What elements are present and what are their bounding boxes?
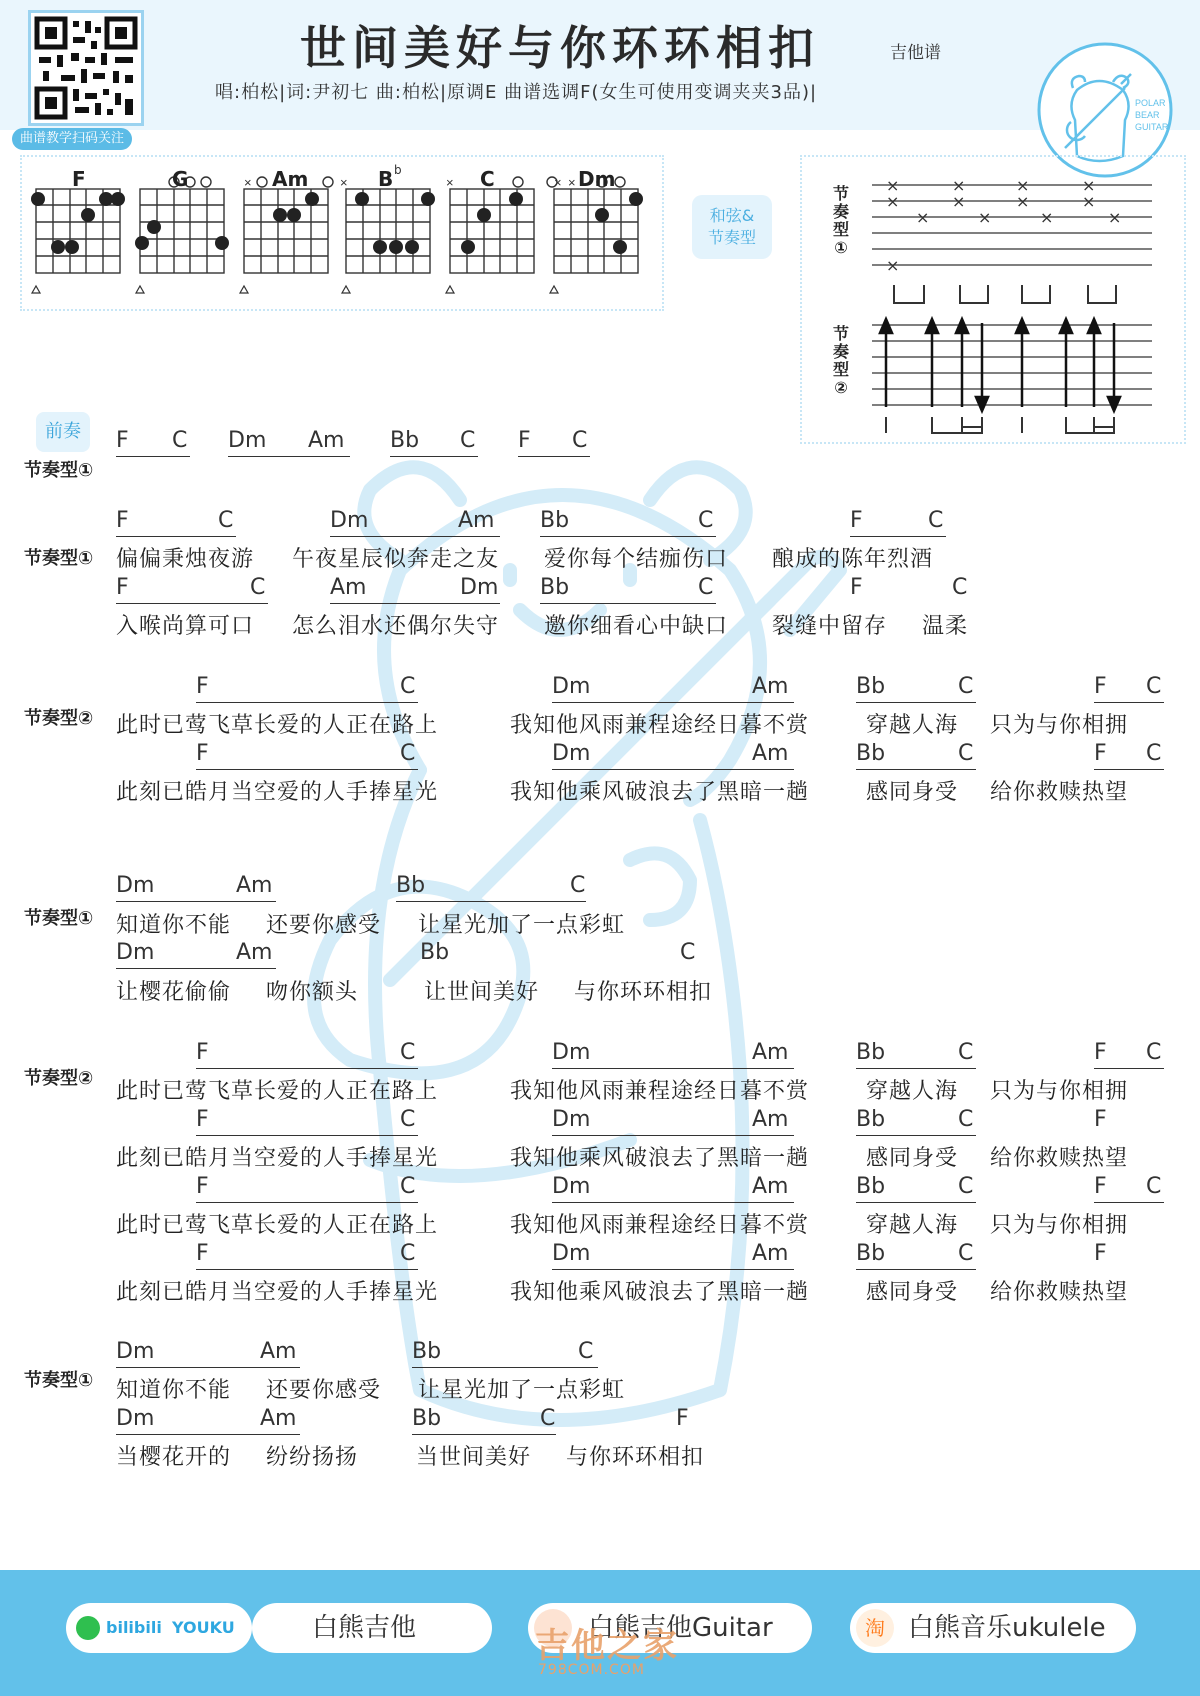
lyric-segment: 感同身受: [866, 1146, 959, 1171]
site-watermark: 吉他之家: [535, 1626, 679, 1666]
chord-underline: [330, 536, 500, 537]
lyric-segment: 给你救赎热望: [990, 1280, 1129, 1305]
chord-label: Dm: [552, 1040, 591, 1065]
lyric-segment: 吻你额头: [266, 980, 359, 1005]
chord-label: F: [1094, 741, 1107, 766]
chord-label: C: [958, 1040, 974, 1065]
svg-text:×: ×: [916, 208, 930, 227]
intro-badge: 前奏: [36, 412, 90, 452]
intro-underline: [116, 456, 190, 457]
chord-label: Dm: [552, 1107, 591, 1132]
lyric-segment: 让世间美好: [424, 980, 540, 1005]
lyric-segment: 此刻已皓月当空爱的人手捧星光: [116, 1146, 439, 1171]
chord-diagram-panel: [20, 155, 664, 311]
taobao-channel-name: 白熊音乐ukulele: [908, 1613, 1106, 1643]
chord-label: F: [116, 508, 129, 533]
chord-label: F: [196, 674, 209, 699]
lyric-segment: 穿越人海: [866, 1213, 959, 1238]
lyric-segment: 入喉尚算可口: [116, 614, 255, 639]
lyric-segment: 此时已莺飞草长爱的人正在路上: [116, 713, 439, 738]
chord-rhythm-badge: [692, 195, 772, 259]
svg-text:×: ×: [244, 175, 252, 190]
lyric-segment: 我知他乘风破浪去了黑暗一趟: [510, 1146, 810, 1171]
qr-code[interactable]: [28, 10, 144, 126]
chord-underline: [412, 1434, 556, 1435]
chord-underline: [330, 603, 500, 604]
chord-underline: [552, 1202, 794, 1203]
chord-label: Am: [236, 873, 273, 898]
chord-label: F: [1094, 1040, 1107, 1065]
chord-name-am: Am: [272, 167, 309, 191]
chord-label: Dm: [552, 1174, 591, 1199]
qr-caption: 曲谱教学扫码关注: [12, 128, 132, 150]
lyric-segment: 爱你每个结痂伤口: [544, 547, 729, 572]
chord-label: Dm: [552, 741, 591, 766]
chord-name-c: C: [480, 167, 495, 191]
rhythm-pattern-panel: [800, 155, 1186, 444]
chord-underline: [196, 1135, 418, 1136]
chord-label: C: [250, 575, 266, 600]
chord-label: F: [196, 1040, 209, 1065]
lyric-segment: 我知他乘风破浪去了黑暗一趟: [510, 780, 810, 805]
chord-label: C: [958, 1107, 974, 1132]
svg-text:×: ×: [886, 192, 900, 211]
chord-label: Dm: [116, 873, 155, 898]
lyric-segment: 感同身受: [866, 780, 959, 805]
youku-logo: YOUKU: [172, 1618, 235, 1637]
lyric-segment: 温柔: [922, 614, 969, 639]
lyric-segment: 邀你细看心中缺口: [544, 614, 729, 639]
intro-rhythm-label: 节奏型①: [24, 460, 94, 481]
chord-label: Am: [752, 1241, 789, 1266]
chord-label: F: [850, 575, 863, 600]
channel-name-pill[interactable]: 白熊吉他: [252, 1603, 492, 1653]
chord-label: C: [1146, 741, 1162, 766]
chord-label: Dm: [116, 1406, 155, 1431]
chord-underline: [1094, 1202, 1164, 1203]
section-rhythm-label: 节奏型①: [24, 1370, 94, 1391]
lyric-segment: 只为与你相拥: [990, 1213, 1129, 1238]
lyric-segment: 纷纷扬扬: [266, 1445, 359, 1470]
rhythm-staff: [872, 157, 1172, 437]
lyric-segment: 知道你不能: [116, 913, 232, 938]
lyric-segment: 只为与你相拥: [990, 713, 1129, 738]
chord-label: C: [928, 508, 944, 533]
lyric-segment: 让樱花偷偷: [116, 980, 232, 1005]
intro-chord: Am: [308, 428, 345, 453]
intro-chord: C: [460, 428, 476, 453]
chord-label: F: [1094, 1174, 1107, 1199]
chord-label: Dm: [552, 1241, 591, 1266]
bilibili-logo: bilibili: [106, 1618, 162, 1637]
chord-label: Am: [752, 1107, 789, 1132]
chord-label: C: [540, 1406, 556, 1431]
chord-underline: [856, 1269, 976, 1270]
chord-underline: [540, 603, 716, 604]
svg-text:×: ×: [1016, 176, 1030, 195]
chord-label: Dm: [116, 940, 155, 965]
svg-text:×: ×: [952, 176, 966, 195]
chord-label: C: [1146, 1040, 1162, 1065]
lyric-segment: 给你救赎热望: [990, 780, 1129, 805]
section-rhythm-label: 节奏型①: [24, 548, 94, 569]
svg-text:×: ×: [1040, 208, 1054, 227]
chord-label: Dm: [116, 1339, 155, 1364]
chord-underline: [116, 1434, 300, 1435]
chord-underline: [856, 1068, 976, 1069]
chord-label: C: [578, 1339, 594, 1364]
chord-underline: [552, 1135, 794, 1136]
weibo-channel-name: 白熊吉他Guitar: [588, 1613, 773, 1643]
song-credits: 唱:柏松|词:尹初七 曲:柏松|原调E 曲谱选调F(女生可使用变调夹夹3品)|: [215, 82, 818, 103]
chord-label: Dm: [330, 508, 369, 533]
chord-underline: [116, 901, 276, 902]
chord-label: Am: [236, 940, 273, 965]
lyric-segment: 知道你不能: [116, 1378, 232, 1403]
chord-diagrams: [22, 157, 662, 309]
svg-text:×: ×: [1108, 208, 1122, 227]
chord-name-bb: B: [378, 167, 394, 191]
chord-underline: [116, 536, 236, 537]
svg-text:×: ×: [952, 192, 966, 211]
lyric-segment: 此刻已皓月当空爱的人手捧星光: [116, 1280, 439, 1305]
lyric-segment: 还要你感受: [266, 1378, 382, 1403]
chord-label: Am: [260, 1406, 297, 1431]
chord-label: Bb: [540, 508, 570, 533]
logo-text-3: GUITAR: [1135, 122, 1169, 132]
chord-label: F: [196, 741, 209, 766]
svg-text:×: ×: [568, 175, 576, 190]
chord-label: Dm: [552, 674, 591, 699]
lyric-segment: 此刻已皓月当空爱的人手捧星光: [116, 780, 439, 805]
chord-underline: [412, 1367, 598, 1368]
chord-underline: [196, 769, 418, 770]
chord-label: Am: [752, 741, 789, 766]
taobao-channel-pill[interactable]: [850, 1603, 1136, 1653]
chord-underline: [856, 1202, 976, 1203]
chord-label: Am: [260, 1339, 297, 1364]
chord-label: C: [680, 940, 696, 965]
chord-label: C: [400, 1040, 416, 1065]
chord-label: C: [958, 1174, 974, 1199]
intro-chord: C: [572, 428, 588, 453]
wechat-icon: [76, 1616, 100, 1640]
chord-label: Bb: [412, 1339, 442, 1364]
lyric-segment: 当樱花开的: [116, 1445, 232, 1470]
chord-label: F: [196, 1174, 209, 1199]
chord-underline: [856, 702, 976, 703]
svg-text:×: ×: [340, 175, 348, 190]
chord-label: Bb: [856, 674, 886, 699]
sheet-type-label: 吉他谱: [890, 43, 941, 63]
chord-label: F: [850, 508, 863, 533]
lyric-segment: 我知他风雨兼程途经日暮不赏: [510, 1213, 810, 1238]
chord-label: C: [218, 508, 234, 533]
chord-underline: [116, 968, 276, 969]
chord-label: C: [570, 873, 586, 898]
chord-underline: [1094, 702, 1164, 703]
svg-text:×: ×: [886, 256, 900, 275]
chord-label: F: [196, 1107, 209, 1132]
lyric-segment: 穿越人海: [866, 1079, 959, 1104]
section-rhythm-label: 节奏型②: [24, 1068, 94, 1089]
chord-label: C: [1146, 674, 1162, 699]
chord-underline: [396, 901, 586, 902]
lyric-segment: 给你救赎热望: [990, 1146, 1129, 1171]
lyric-segment: 我知他风雨兼程途经日暮不赏: [510, 713, 810, 738]
svg-text:×: ×: [1016, 192, 1030, 211]
lyric-segment: 酿成的陈年烈酒: [772, 547, 934, 572]
chord-label: F: [1094, 1107, 1107, 1132]
section-rhythm-label: 节奏型②: [24, 708, 94, 729]
chord-label: Bb: [856, 1040, 886, 1065]
intro-underline: [228, 456, 350, 457]
site-watermark-url: 798COM.COM: [538, 1662, 645, 1678]
chord-label: C: [958, 1241, 974, 1266]
section-rhythm-label: 节奏型①: [24, 908, 94, 929]
chord-underline: [552, 1068, 794, 1069]
svg-text:×: ×: [886, 176, 900, 195]
chord-underline: [856, 1135, 976, 1136]
intro-underline: [390, 456, 478, 457]
chord-name-dm: Dm: [578, 167, 616, 191]
lyric-segment: 与你环环相扣: [566, 1445, 705, 1470]
svg-text:×: ×: [1082, 176, 1096, 195]
chord-label: C: [952, 575, 968, 600]
chord-label: Am: [752, 1174, 789, 1199]
chord-label: F: [676, 1406, 689, 1431]
chord-name-g: G: [172, 167, 189, 191]
chord-underline: [1094, 1068, 1164, 1069]
chord-label: F: [116, 575, 129, 600]
intro-underline: [518, 456, 590, 457]
lyric-segment: 此时已莺飞草长爱的人正在路上: [116, 1079, 439, 1104]
taobao-icon: 淘: [856, 1609, 894, 1647]
intro-chord: F: [116, 428, 129, 453]
chord-label: F: [196, 1241, 209, 1266]
chord-underline: [552, 769, 794, 770]
chord-label: Am: [330, 575, 367, 600]
intro-chord: Bb: [390, 428, 420, 453]
badge-line-2: 节奏型: [707, 228, 756, 247]
chord-label: Bb: [396, 873, 426, 898]
svg-text:×: ×: [554, 175, 562, 190]
rhythm-label-1: 节 奏 型 ①: [832, 184, 849, 257]
lyric-segment: 让星光加了一点彩虹: [418, 913, 626, 938]
chord-underline: [116, 1367, 300, 1368]
lyric-segment: 偏偏秉烛夜游: [116, 547, 255, 572]
chord-underline: [552, 1269, 794, 1270]
intro-chord: Dm: [228, 428, 267, 453]
chord-label: F: [1094, 1241, 1107, 1266]
lyric-segment: 此时已莺飞草长爱的人正在路上: [116, 1213, 439, 1238]
lyric-segment: 穿越人海: [866, 713, 959, 738]
chord-label: C: [400, 674, 416, 699]
lyric-segment: 怎么泪水还偶尔失守: [292, 614, 500, 639]
chord-label: Am: [458, 508, 495, 533]
svg-text:×: ×: [978, 208, 992, 227]
chord-label: C: [400, 741, 416, 766]
chord-label: Bb: [420, 940, 450, 965]
lyric-segment: 午夜星辰似奔走之友: [292, 547, 500, 572]
chord-label: Bb: [856, 1107, 886, 1132]
lyric-segment: 裂缝中留存: [772, 614, 888, 639]
rhythm-label-2: 节 奏 型 ②: [832, 324, 849, 397]
lyric-segment: 与你环环相扣: [574, 980, 713, 1005]
chord-label: C: [400, 1174, 416, 1199]
chord-underline: [856, 769, 976, 770]
chord-underline: [196, 1068, 418, 1069]
chord-underline: [116, 603, 268, 604]
chord-underline: [196, 1269, 418, 1270]
lyric-segment: 我知他风雨兼程途经日暮不赏: [510, 1079, 810, 1104]
chord-underline: [850, 536, 946, 537]
lyric-segment: 感同身受: [866, 1280, 959, 1305]
chord-underline: [540, 536, 716, 537]
lyric-segment: 只为与你相拥: [990, 1079, 1129, 1104]
chord-label: Dm: [460, 575, 499, 600]
chord-label: C: [958, 741, 974, 766]
chord-label: C: [1146, 1174, 1162, 1199]
chord-underline: [196, 1202, 418, 1203]
intro-chord: F: [518, 428, 531, 453]
lyric-segment: 我知他乘风破浪去了黑暗一趟: [510, 1280, 810, 1305]
chord-label: Bb: [856, 1241, 886, 1266]
intro-chord: C: [172, 428, 188, 453]
flat-mark: b: [394, 163, 402, 177]
svg-text:×: ×: [1082, 192, 1096, 211]
lyric-segment: 还要你感受: [266, 913, 382, 938]
lyric-segment: 让星光加了一点彩虹: [418, 1378, 626, 1403]
logo-text-2: BEAR: [1135, 110, 1160, 120]
lyric-segment: 当世间美好: [416, 1445, 532, 1470]
chord-label: Am: [752, 1040, 789, 1065]
chord-underline: [1094, 769, 1164, 770]
badge-line-1: 和弦&: [709, 206, 755, 225]
chord-underline: [552, 702, 794, 703]
chord-label: Bb: [540, 575, 570, 600]
svg-text:×: ×: [446, 175, 454, 190]
chord-label: Bb: [412, 1406, 442, 1431]
logo-text-1: POLAR: [1135, 98, 1166, 108]
chord-label: C: [400, 1107, 416, 1132]
chord-label: F: [1094, 674, 1107, 699]
chord-label: Bb: [856, 741, 886, 766]
chord-label: C: [958, 674, 974, 699]
chord-label: C: [400, 1241, 416, 1266]
video-platforms-pill[interactable]: [66, 1603, 252, 1653]
chord-name-f: F: [72, 167, 86, 191]
song-title: 世间美好与你环环相扣: [300, 21, 820, 75]
chord-label: Bb: [856, 1174, 886, 1199]
chord-underline: [196, 702, 418, 703]
chord-label: C: [698, 508, 714, 533]
chord-label: Am: [752, 674, 789, 699]
chord-label: C: [698, 575, 714, 600]
